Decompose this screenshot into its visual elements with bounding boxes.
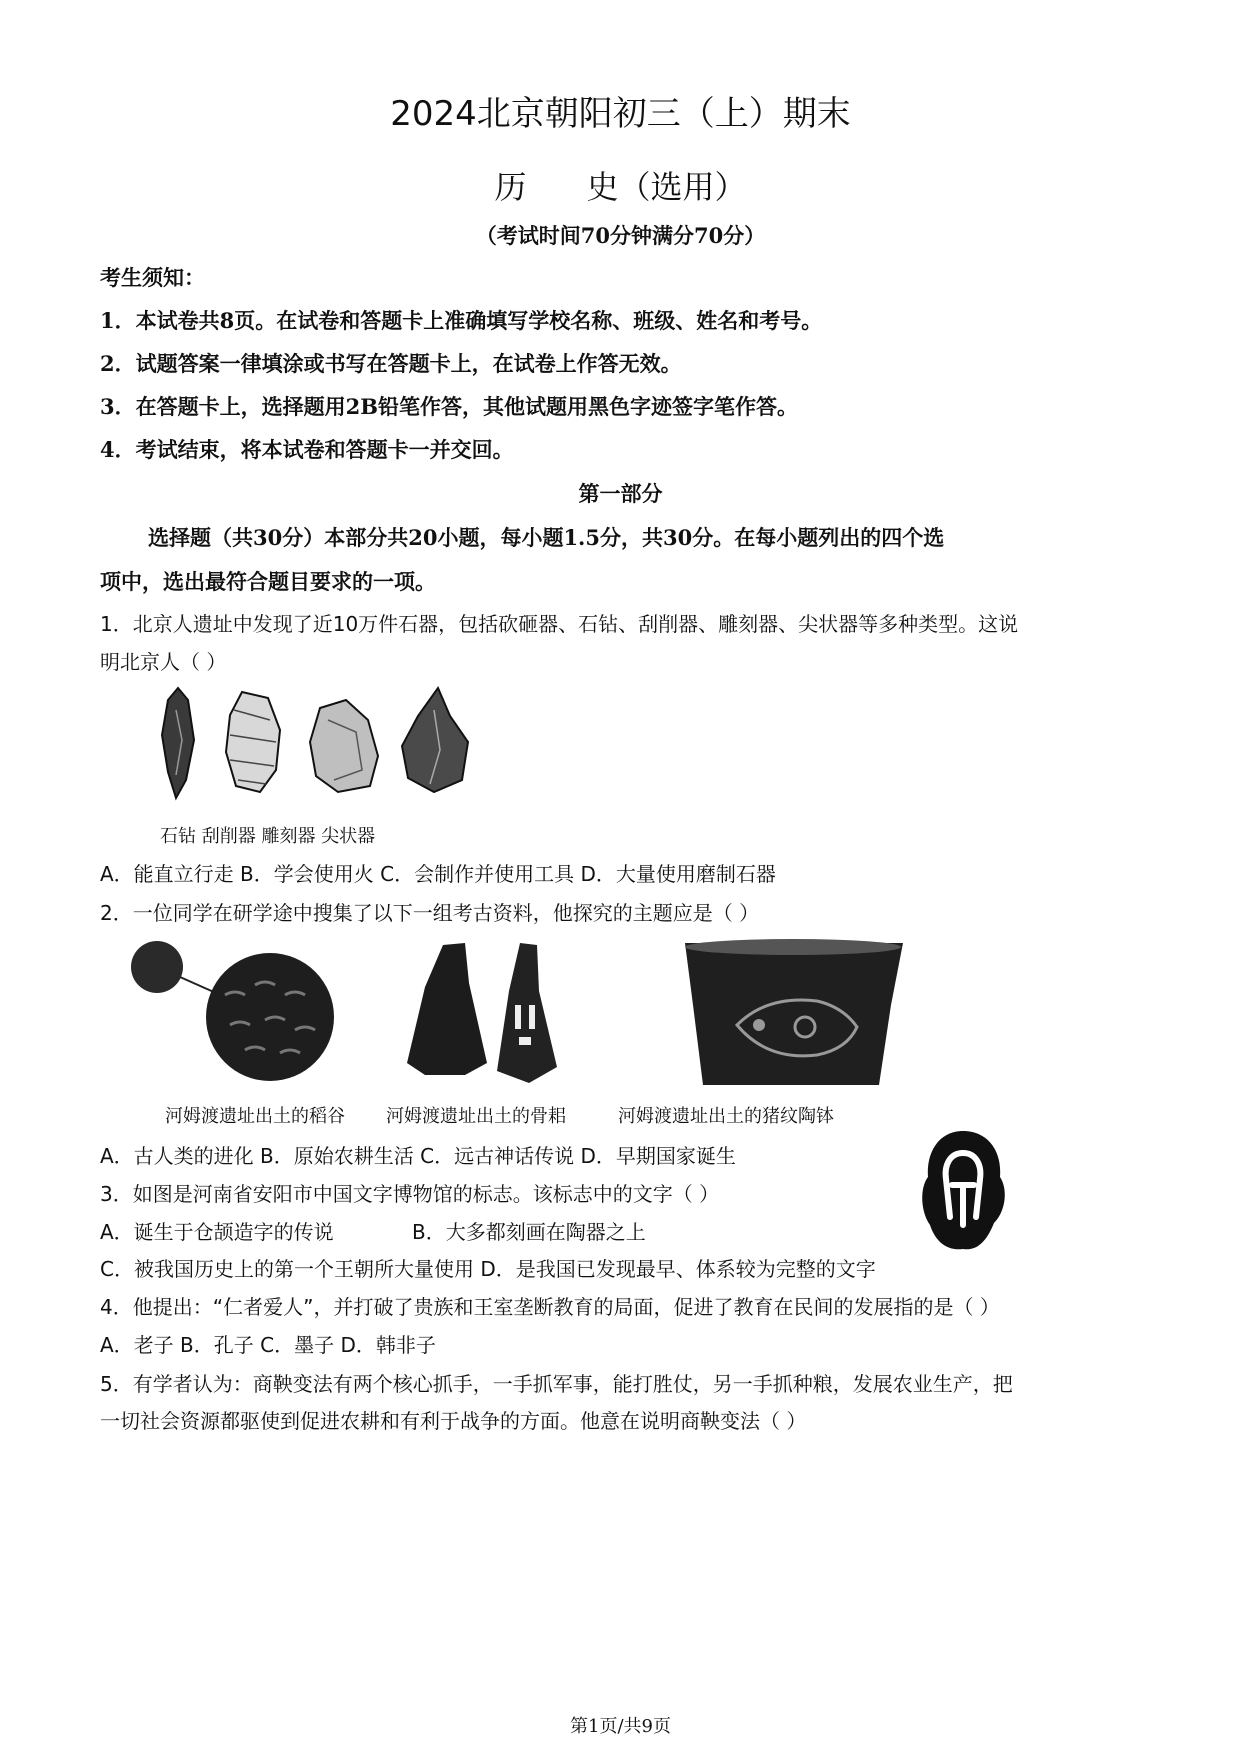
notice-item-4: 4．考试结束，将本试卷和答题卡一并交回。: [100, 437, 514, 462]
q3-option-a: A．诞生于仓颉造字的传说: [100, 1220, 334, 1244]
q3-stem: 3．如图是河南省安阳市中国文字博物馆的标志。该标志中的文字（ ）: [100, 1182, 720, 1206]
notice-item-2: 2．试题答案一律填涂或书写在答题卡上，在试卷上作答无效。: [100, 351, 682, 376]
q2-caption-spade: 河姆渡遗址出土的骨耜: [386, 1106, 566, 1127]
q2-caption-rice: 河姆渡遗址出土的稻谷: [165, 1106, 345, 1127]
q3-option-b: B．大多都刻画在陶器之上: [412, 1220, 646, 1244]
q3-options-row2: C．被我国历史上的第一个王朝所大量使用 D．是我国已发现最早、体系较为完整的文字: [100, 1257, 876, 1281]
point-tool-icon: [402, 688, 468, 792]
subject-left: 历: [494, 168, 527, 206]
notice-item-1: 1．本试卷共8页。在试卷和答题卡上准确填写学校名称、班级、姓名和考号。: [100, 308, 823, 333]
burin-icon: [310, 700, 378, 792]
q1-figure-caption: 石钻 刮削器 雕刻器 尖状器: [160, 826, 376, 847]
section-instruction-1: 选择题（共30分）本部分共20小题，每小题1.5分，共30分。在每小题列出的四个选: [148, 525, 945, 550]
stone-tools-figure: [150, 680, 510, 815]
subject-right: 史（选用）: [586, 168, 747, 206]
pig-bowl-icon: [685, 939, 903, 1085]
q5-stem-line1: 5．有学者认为：商鞅变法有两个核心抓手，一手抓军事，能打胜仗，另一手抓种粮，发展农业生产，把: [100, 1372, 1013, 1396]
rice-grain-icon: [131, 941, 334, 1081]
q2-options: A．古人类的进化 B．原始农耕生活 C．远古神话传说 D．早期国家诞生: [100, 1144, 736, 1168]
exam-title: 2024北京朝阳初三（上）期末: [390, 94, 851, 134]
q4-options: A．老子 B．孔子 C．墨子 D．韩非子: [100, 1333, 436, 1357]
hemudu-artifacts-figure: [125, 935, 915, 1100]
time-note: （考试时间70分钟满分70分）: [475, 223, 766, 248]
museum-logo-icon: [918, 1125, 1008, 1255]
subject-title: [0, 162, 1241, 208]
section-instruction-2: 项中，选出最符合题目要求的一项。: [100, 569, 436, 594]
q2-stem: 2．一位同学在研学途中搜集了以下一组考古资料，他探究的主题应是（ ）: [100, 901, 760, 925]
q1-options: A．能直立行走 B．学会使用火 C．会制作并使用工具 D．大量使用磨制石器: [100, 862, 776, 886]
notice-heading: 考生须知：: [100, 265, 205, 290]
notice-item-3: 3．在答题卡上，选择题用2B铅笔作答，其他试题用黑色字迹签字笔作答。: [100, 394, 798, 419]
bone-spade-icon: [407, 943, 557, 1083]
stone-drill-icon: [162, 688, 194, 798]
page-number: 第1页/共9页: [570, 1716, 671, 1737]
scraper-icon: [226, 692, 280, 792]
q1-stem-line1: 1．北京人遗址中发现了近10万件石器，包括砍砸器、石钻、刮削器、雕刻器、尖状器等多种类型。这说: [100, 612, 1019, 636]
q2-caption-bowl: 河姆渡遗址出土的猪纹陶钵: [618, 1106, 834, 1127]
q4-stem: 4．他提出：“仁者爱人”，并打破了贵族和王室垄断教育的局面，促进了教育在民间的发展指的是（ ）: [100, 1295, 1000, 1319]
q1-stem-line2: 明北京人（ ）: [100, 650, 227, 674]
q5-stem-line2: 一切社会资源都驱使到促进农耕和有利于战争的方面。他意在说明商鞅变法（ ）: [100, 1409, 807, 1433]
section-title: 第一部分: [578, 481, 663, 506]
